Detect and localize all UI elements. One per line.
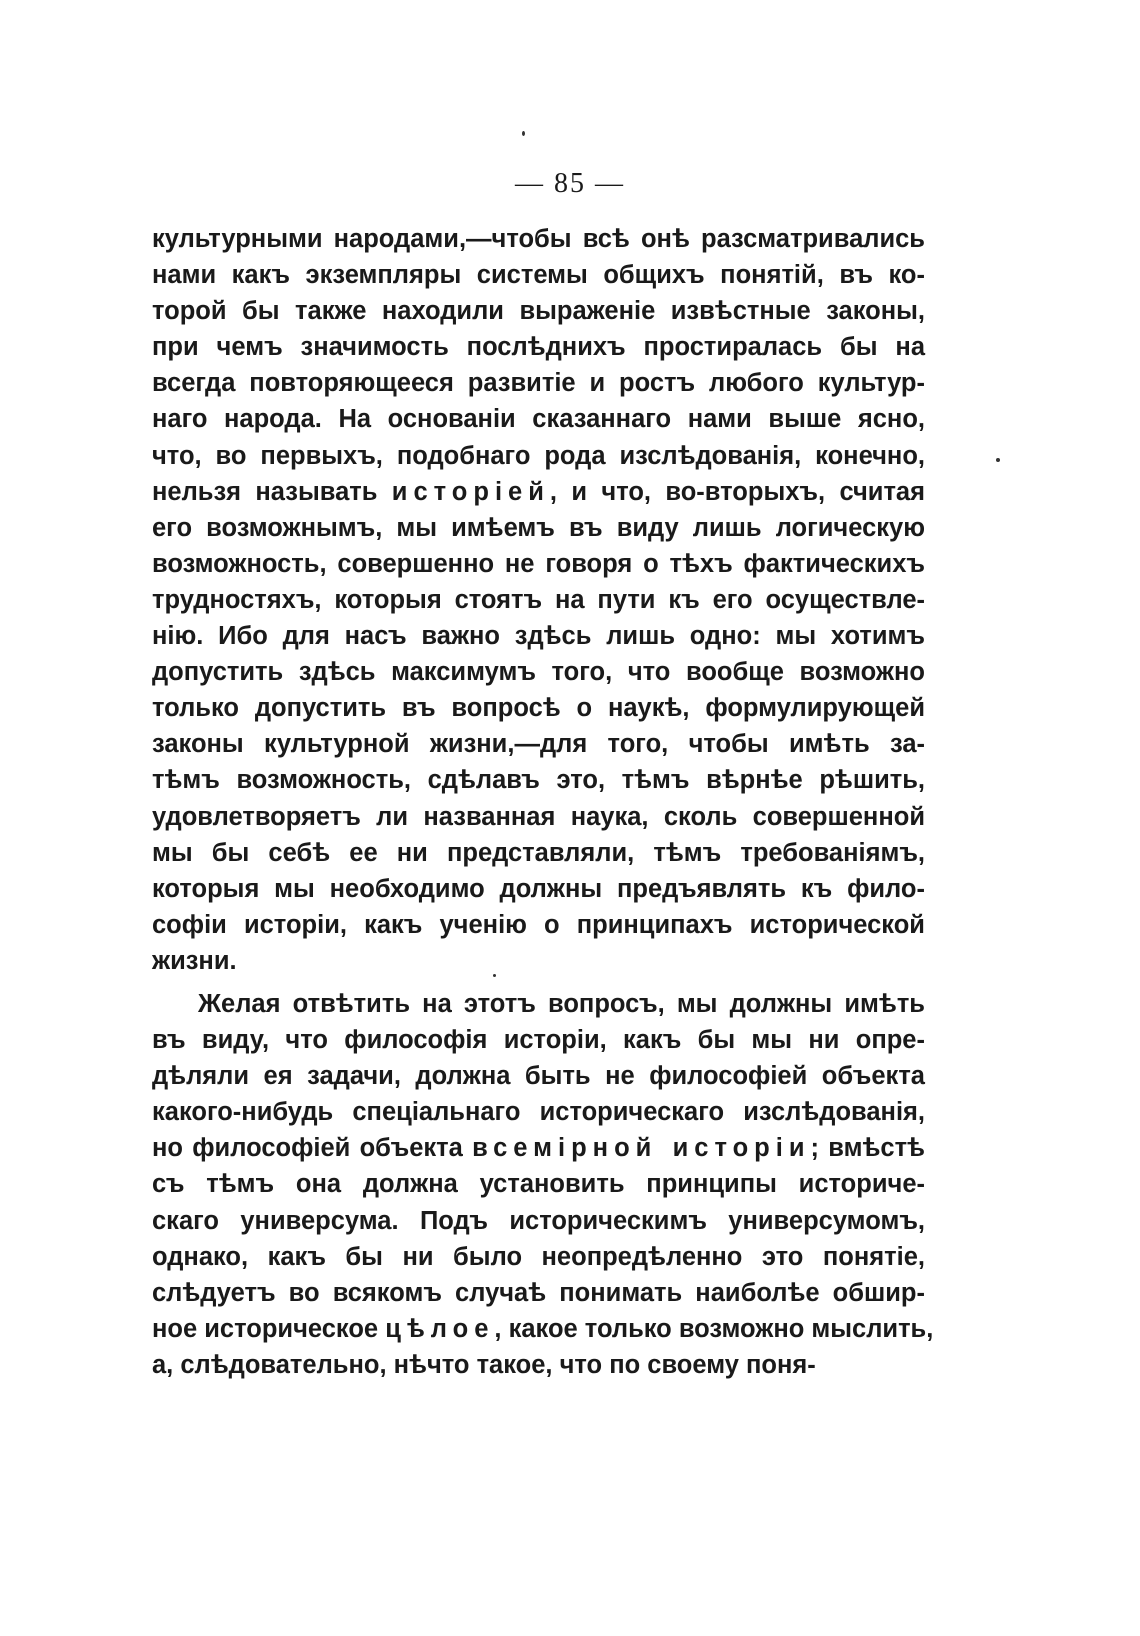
text-line: съ тѣмъ она должна установить принципы историче- — [152, 1170, 925, 1199]
text-line: только допустить въ вопросѣ о наукѣ, формулирующей — [152, 694, 925, 723]
text-line: въ виду, что философія исторіи, какъ бы мы ни опре- — [152, 1026, 925, 1055]
text-fragment: , какое только возможно мыслить, — [494, 1314, 934, 1343]
body-text — [152, 221, 934, 1383]
paragraph-gap — [152, 979, 925, 986]
text-line: допустить здѣсь максимумъ того, что вообще возможно — [152, 658, 925, 687]
text-line: торой бы также находили выраженіе извѣстные законы, — [152, 297, 925, 326]
text-line: которыя мы необходимо должны предъявлять къ фило- — [152, 874, 925, 903]
text-line: законы культурной жизни,—для того, чтобы имѣть за- — [152, 730, 925, 759]
text-line: софіи исторіи, какъ ученію о принципахъ исторической — [152, 910, 925, 939]
text-line: нами какъ экземпляры системы общихъ понятій, въ ко- — [152, 261, 925, 290]
text-line — [152, 474, 925, 510]
emphasized-word: всемірной исторіи — [472, 1134, 811, 1163]
text-line — [152, 1311, 934, 1347]
text-line: тѣмъ возможность, сдѣлавъ это, тѣмъ вѣрнѣе рѣшить, — [152, 766, 925, 795]
text-line: дѣляли ея задачи, должна быть не философіей объекта — [152, 1062, 925, 1091]
scan-speck — [493, 974, 496, 977]
paragraph-1 — [152, 221, 925, 979]
text-line — [152, 1130, 925, 1166]
text-line: трудностяхъ, которыя стоятъ на пути къ его осуществле- — [152, 585, 925, 614]
text-fragment: , и что, во-вторыхъ, считая — [549, 477, 925, 506]
scan-speck — [996, 458, 1000, 462]
text-line: нію. Ибо для насъ важно здѣсь лишь одно: мы хотимъ — [152, 622, 925, 651]
text-line: мы бы себѣ ее ни представляли, тѣмъ требованіямъ, — [152, 838, 925, 867]
text-line: жизни. — [152, 946, 237, 975]
page-number: — 85 — — [515, 168, 625, 199]
text-line: культурными народами,—чтобы всѣ онѣ разсматривались — [152, 225, 925, 253]
text-line: удовлетворяетъ ли названная наука, сколь совершенной — [152, 802, 925, 831]
text-line: слѣдуетъ во всякомъ случаѣ понимать наиболѣе обшир- — [152, 1278, 925, 1307]
emphasized-word: цѣлое — [385, 1314, 495, 1343]
text-fragment: ное историческое — [152, 1314, 386, 1343]
text-fragment: ; вмѣстѣ — [810, 1134, 925, 1163]
text-line: а, слѣдовательно, нѣчто такое, что по своему поня- — [152, 1350, 816, 1379]
text-line: однако, какъ бы ни было неопредѣленно это понятіе, — [152, 1242, 925, 1271]
text-line: наго народа. На основаніи сказаннаго нами выше ясно, — [152, 405, 925, 434]
text-fragment: но философіей объекта — [152, 1134, 473, 1163]
paragraph-2 — [152, 986, 934, 1383]
text-fragment: нельзя называть — [152, 477, 392, 506]
scan-speck — [522, 131, 525, 136]
text-line: скаго универсума. Подъ историческимъ универсумомъ, — [152, 1206, 925, 1235]
text-line: его возможнымъ, мы имѣемъ въ виду лишь логическую — [152, 513, 925, 542]
text-line: всегда повторяющееся развитіе и ростъ любого культур- — [152, 369, 925, 398]
text-line: Желая отвѣтить на этотъ вопросъ, мы должны имѣть — [198, 989, 925, 1018]
text-line: возможность, совершенно не говоря о тѣхъ фактическихъ — [152, 549, 925, 578]
emphasized-word: исторіей — [391, 477, 550, 506]
text-line: что, во первыхъ, подобнаго рода изслѣдованія, конечно, — [152, 441, 925, 470]
text-line: при чемъ значимость послѣднихъ простиралась бы на — [152, 333, 925, 362]
text-line: какого-нибудь спеціальнаго историческаго изслѣдованія, — [152, 1098, 925, 1127]
